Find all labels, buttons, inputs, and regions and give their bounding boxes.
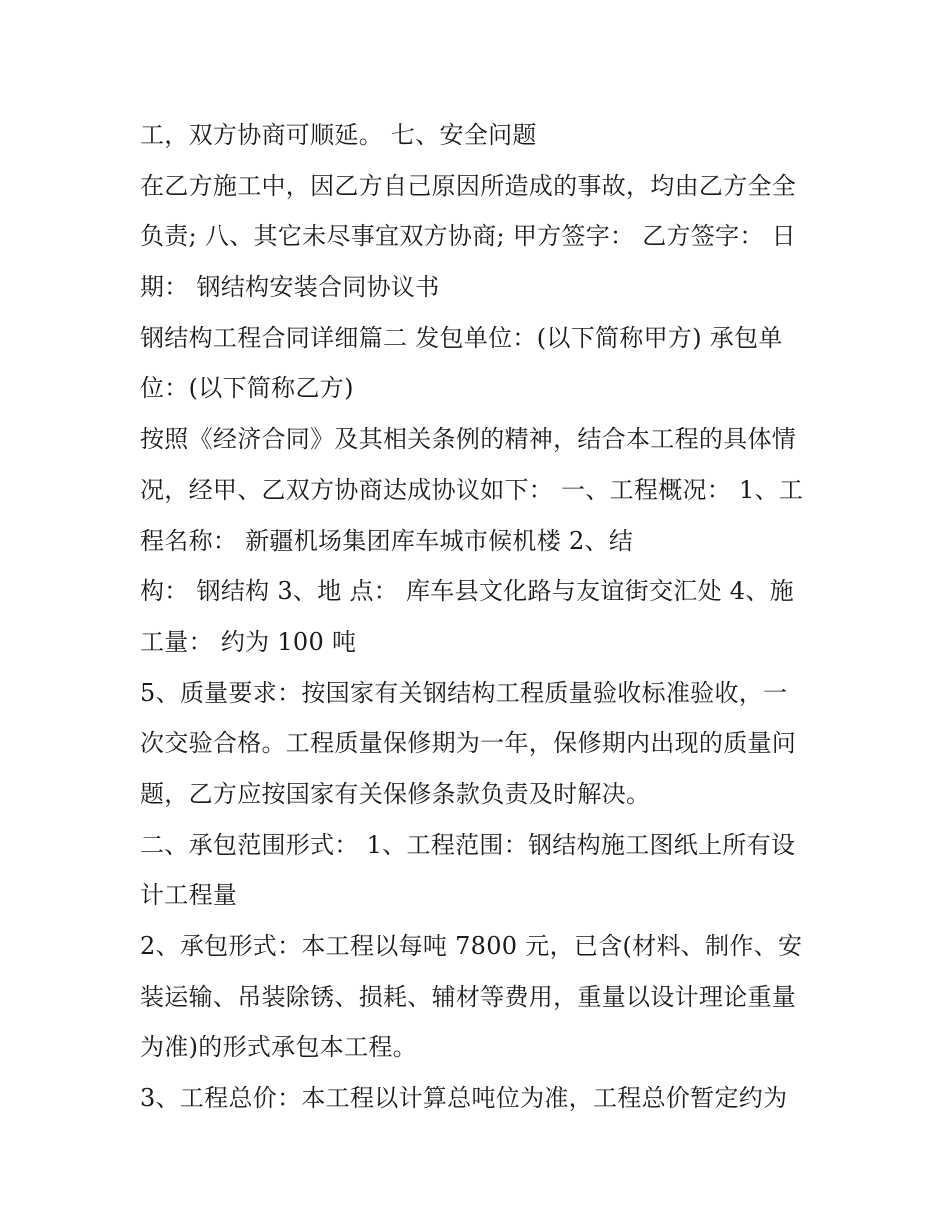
text-line: 程名称： 新疆机场集团库车城市候机楼 2、结 (140, 526, 634, 555)
text-line: 期： 钢结构安装合同协议书 (140, 273, 440, 302)
text-line: 位：(以下简称乙方) (140, 374, 354, 403)
text-line: 工量： 约为 100 吨 (140, 627, 357, 656)
text-line: 构： 钢结构 3、地 点： 库车县文化路与友谊街交汇处 4、施 (140, 577, 794, 606)
text-line: 二、承包范围形式： 1、工程范围：钢结构施工图纸上所有设 (140, 830, 796, 859)
text-line: 负责; 八、其它未尽事宜双方协商; 甲方签字： 乙方签字： 日 (140, 222, 796, 251)
text-line: 况，经甲、乙双方协商达成协议如下： 一、工程概况： 1、工 (140, 475, 804, 504)
text-line: 5、质量要求：按国家有关钢结构工程质量验收标准验收，一 (140, 678, 788, 707)
text-line: 在乙方施工中，因乙方自己原因所造成的事故，均由乙方全全 (140, 171, 797, 200)
text-line: 装运输、吊装除锈、损耗、辅材等费用，重量以设计理论重量 (140, 982, 797, 1011)
text-line: 2、承包形式：本工程以每吨 7800 元，已含(材料、制作、安 (140, 932, 803, 960)
text-line: 次交验合格。工程质量保修期为一年，保修期内出现的质量问 (140, 729, 797, 758)
text-line: 工，双方协商可顺延。 七、安全问题 (140, 121, 537, 149)
text-line: 按照《经济合同》及其相关条例的精神，结合本工程的具体情 (140, 425, 797, 454)
text-line: 钢结构工程合同详细篇二 发包单位：(以下简称甲方) 承包单 (140, 323, 783, 352)
text-line: 3、工程总价：本工程以计算总吨位为准，工程总价暂定约为 (140, 1084, 788, 1113)
text-line: 为准)的形式承包本工程。 (140, 1033, 417, 1062)
text-line: 题，乙方应按国家有关保修条款负责及时解决。 (140, 779, 651, 808)
document-body (140, 110, 820, 1124)
text-line: 计工程量 (140, 881, 238, 910)
